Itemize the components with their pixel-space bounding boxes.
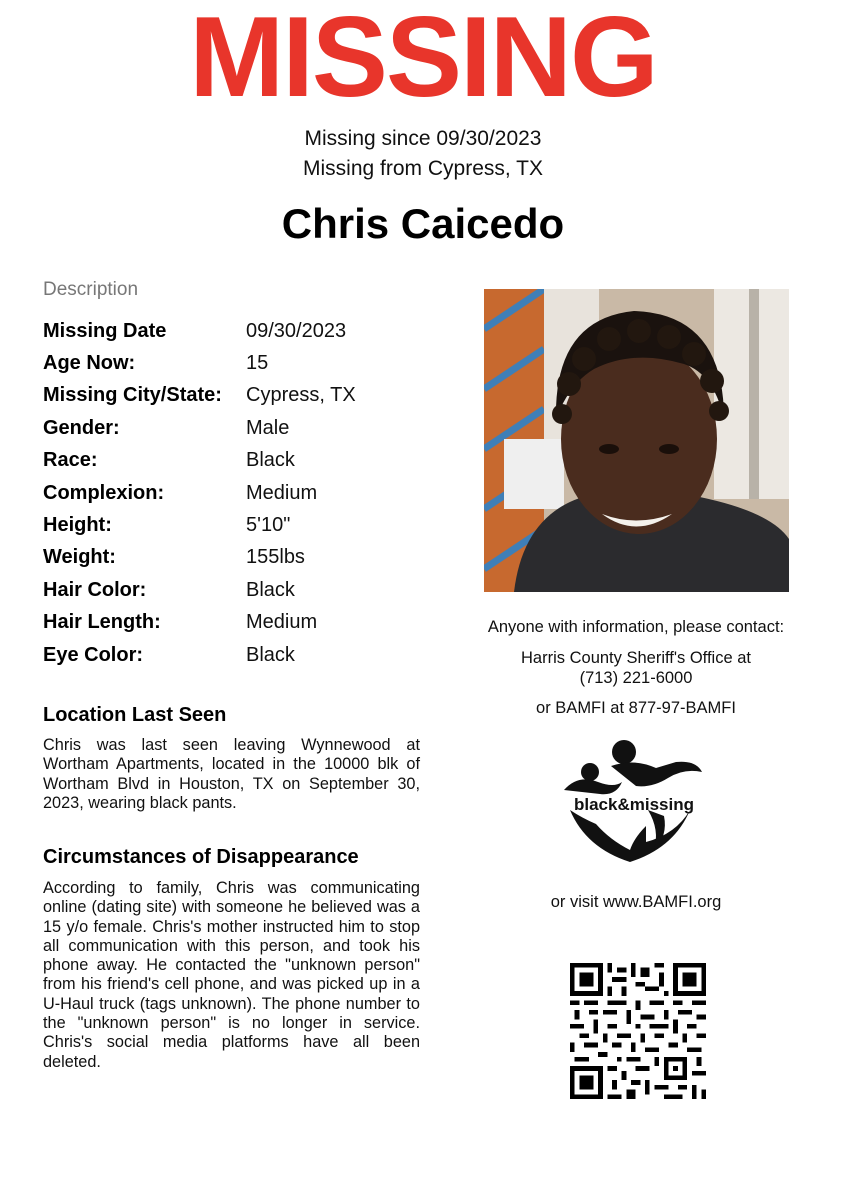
person-name: Chris Caicedo (281, 200, 565, 247)
detail-label: Weight: (43, 546, 116, 569)
circumstances-text: According to family, Chris was communicating online (dating site) with someone he believed was a 15 y/o female. Chris's mother instructed him to stop all communication with this person, and took his phone away. He contacted the "unknown person" from his friend's cell phone, and was picked up in a U-Haul truck (tags unknown). The phone number to the "unknown person" is no longer in service. Chris's social media platforms have all been deleted. (43, 879, 420, 1071)
detail-label: Height: (43, 514, 112, 537)
detail-row (43, 380, 443, 412)
detail-value: 15 (246, 352, 269, 375)
bamfi-logo (556, 738, 706, 868)
detail-row (43, 639, 443, 671)
detail-value: 155lbs (246, 546, 305, 569)
missing-headline: MISSING (189, 0, 657, 121)
detail-label: Missing City/State: (43, 384, 222, 407)
detail-value: Black (246, 449, 295, 472)
detail-label: Eye Color: (43, 643, 144, 666)
contact-intro: Anyone with information, please contact: (487, 618, 785, 636)
circumstances-heading: Circumstances of Disappearance (43, 846, 359, 868)
details-list (43, 315, 443, 671)
detail-label: Gender: (43, 416, 120, 439)
detail-value: Medium (246, 481, 318, 504)
detail-row (43, 347, 443, 379)
detail-value: Cypress, TX (246, 384, 356, 407)
detail-row (43, 607, 443, 639)
detail-row (43, 574, 443, 606)
detail-value: Black (246, 643, 295, 666)
detail-row (43, 542, 443, 574)
missing-from: Missing from Cypress, TX (303, 157, 543, 180)
detail-value: 09/30/2023 (246, 319, 347, 342)
person-photo (484, 289, 789, 592)
contact-bamfi: or BAMFI at 877-97-BAMFI (536, 699, 736, 717)
detail-row (43, 445, 443, 477)
detail-label: Complexion: (43, 481, 165, 504)
location-text: Chris was last seen leaving Wynnewood at Wortham Apartments, located in the 10000 blk of Wortham Blvd in Houston, TX on September 30, 2023, wearing black pants. (43, 736, 420, 812)
detail-value: Black (246, 578, 295, 601)
logo-text: black&missing (574, 795, 694, 814)
detail-label: Race: (43, 449, 98, 472)
contact-agency-phone: (713) 221-6000 (579, 669, 693, 687)
detail-label: Hair Color: (43, 578, 147, 601)
qr-code (570, 963, 706, 1099)
description-label: Description (43, 279, 139, 300)
contact-website: or visit www.BAMFI.org (550, 893, 722, 911)
detail-value: 5'10" (246, 514, 291, 537)
detail-row (43, 315, 443, 347)
detail-label: Age Now: (43, 352, 136, 375)
detail-label: Missing Date (43, 319, 167, 342)
detail-label: Hair Length: (43, 611, 161, 634)
detail-row (43, 412, 443, 444)
location-heading: Location Last Seen (43, 704, 227, 726)
detail-row (43, 477, 443, 509)
contact-agency: Harris County Sheriff's Office at (521, 649, 751, 667)
missing-since: Missing since 09/30/2023 (304, 127, 542, 150)
detail-row (43, 509, 443, 541)
detail-value: Medium (246, 611, 318, 634)
detail-value: Male (246, 416, 290, 439)
